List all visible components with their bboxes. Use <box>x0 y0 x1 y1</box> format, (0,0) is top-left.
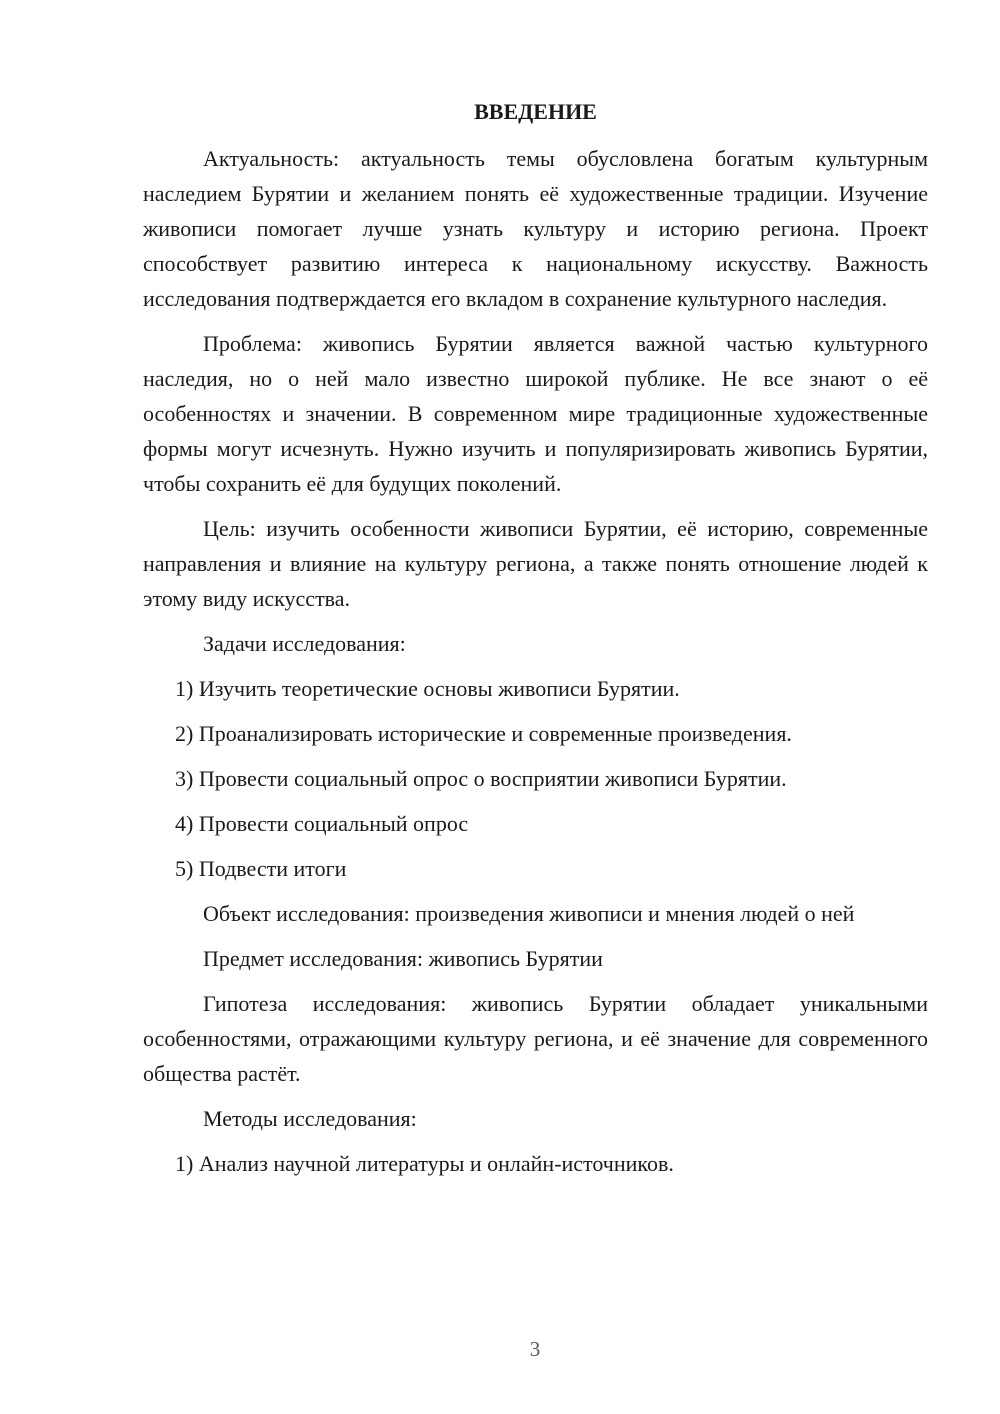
task-item-4: 4) Провести социальный опрос <box>175 811 469 836</box>
paragraph-object: Объект исследования: произведения живописи и мнения людей о ней <box>203 901 855 926</box>
tasks-heading: Задачи исследования: <box>203 631 406 656</box>
paragraph-hypothesis: Гипотеза исследования: живопись Бурятии обладает уникальными особенностями, отражающими культуру региона, и её значение для современного общества растёт. <box>143 991 928 1086</box>
task-item-2: 2) Проанализировать исторические и современные произведения. <box>175 721 792 746</box>
methods-heading: Методы исследования: <box>203 1106 417 1131</box>
paragraph-goal: Цель: изучить особенности живописи Бурятии, её историю, современные направления и влияние на культуру региона, а также понять отношение людей к этому виду искусства. <box>143 516 928 611</box>
paragraph-subject: Предмет исследования: живопись Бурятии <box>203 946 603 971</box>
task-item-5: 5) Подвести итоги <box>175 856 347 881</box>
task-item-1: 1) Изучить теоретические основы живописи Бурятии. <box>175 676 680 701</box>
task-item-3: 3) Провести социальный опрос о восприятии живописи Бурятии. <box>175 766 787 791</box>
page-title: ВВЕДЕНИЕ <box>474 99 597 124</box>
paragraph-problem: Проблема: живопись Бурятии является важной частью культурного наследия, но о ней мало известно широкой публике. Не все знают о её особенностях и значении. В современном мире традиционные художественные формы могут исчезнуть. Нужно изучить и популяризировать живопись Бурятии, чтобы сохранить её для будущих поколений. <box>143 331 928 496</box>
method-item-1: 1) Анализ научной литературы и онлайн-источников. <box>175 1151 674 1176</box>
paragraph-relevance: Актуальность: актуальность темы обусловлена богатым культурным наследием Бурятии и желанием понять её художественные традиции. Изучение живописи помогает лучше узнать культуру и историю региона. Проект способствует развитию интереса к национальному искусству. Важность исследования подтверждается его вкладом в сохранение культурного наследия. <box>143 146 928 311</box>
page-number: 3 <box>529 1337 541 1361</box>
document-body <box>143 94 928 1191</box>
